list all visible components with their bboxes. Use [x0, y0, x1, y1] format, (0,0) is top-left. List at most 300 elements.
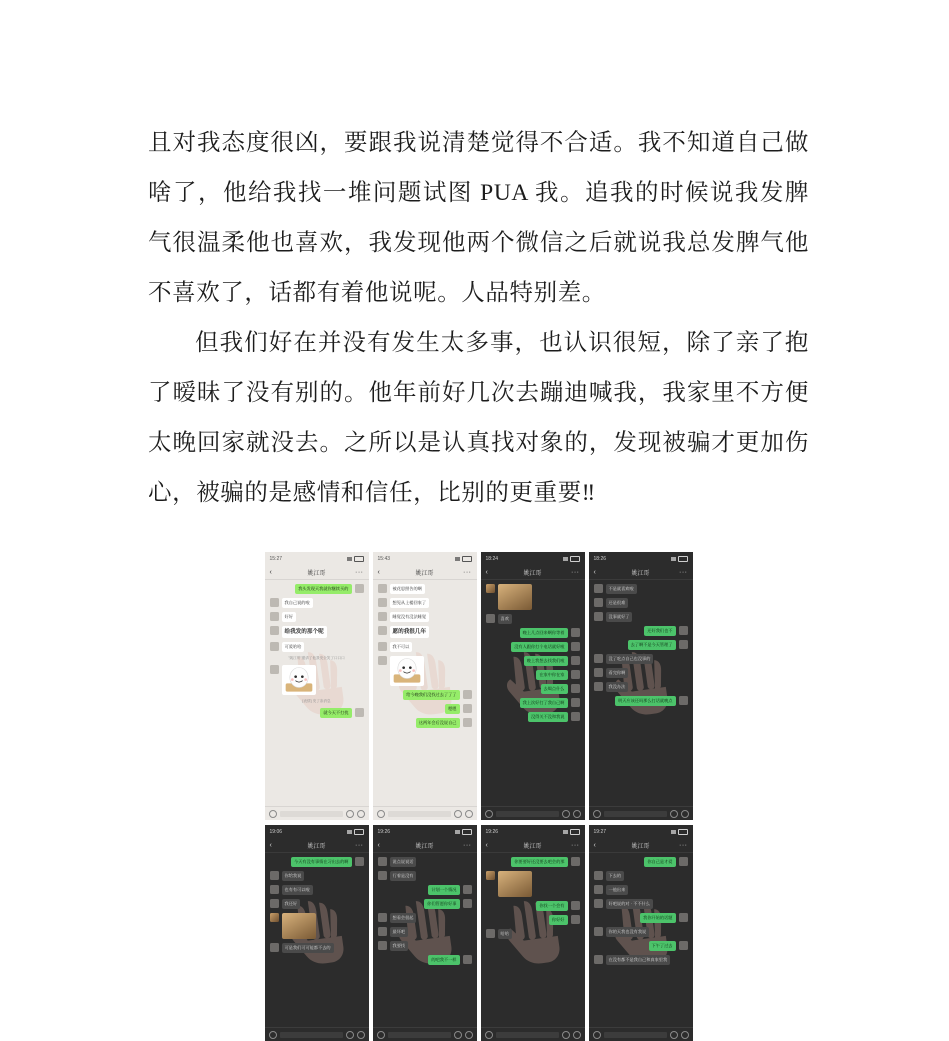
message-bubble[interactable]: 可爱哈哈 [282, 642, 305, 652]
message-row [270, 612, 364, 622]
battery-icon [678, 829, 688, 835]
avatar [594, 682, 603, 691]
status-icons [563, 829, 580, 835]
message-bubble[interactable]: 说点说说话 [390, 857, 417, 867]
plus-icon[interactable] [681, 1031, 689, 1039]
avatar [378, 598, 387, 607]
message-row [378, 612, 472, 622]
status-time: 19:06 [269, 828, 283, 835]
chat-screenshot [265, 825, 369, 1041]
message-row [594, 640, 688, 650]
back-arrow-icon[interactable]: ‹ [485, 841, 488, 849]
avatar [378, 941, 387, 950]
back-arrow-icon[interactable]: ‹ [485, 568, 488, 576]
avatar [355, 708, 364, 717]
message-bubble[interactable]: 我自己说的啦 [282, 598, 313, 608]
avatar [378, 612, 387, 621]
message-bubble[interactable]: 哈哈 [498, 929, 512, 939]
avatar [378, 871, 387, 880]
message-row [378, 626, 472, 638]
message-bubble[interactable]: 我不可以 [390, 642, 413, 652]
emoji-icon[interactable] [562, 810, 570, 818]
avatar [463, 704, 472, 713]
message-bubble[interactable]: 去喝点什么 [541, 684, 568, 694]
chat-thread [589, 853, 693, 1027]
battery-icon [354, 556, 364, 562]
message-input[interactable] [388, 811, 451, 817]
avatar [594, 927, 603, 936]
voice-icon[interactable] [593, 810, 601, 818]
chat-title: 姚江哥 [631, 843, 650, 850]
chat-nav-bar [589, 838, 693, 853]
plus-icon[interactable] [465, 810, 473, 818]
message-row [378, 690, 472, 700]
message-bubble[interactable]: 还是很难 [606, 598, 629, 608]
avatar [486, 871, 495, 880]
avatar [270, 871, 279, 880]
message-bubble[interactable]: 计划一个情况 [428, 885, 459, 895]
status-icons [671, 556, 688, 562]
status-time: 15:43 [377, 555, 391, 562]
chat-screenshot [589, 825, 693, 1041]
emoji-icon[interactable] [670, 810, 678, 818]
message-bubble[interactable]: 可是我们可可能都不去的 [282, 943, 334, 953]
chat-screenshot [373, 825, 477, 1041]
status-time: 19:27 [593, 828, 607, 835]
more-options-icon[interactable]: ··· [571, 568, 580, 576]
system-message: [表情] 发了条消息 [302, 699, 331, 703]
message-bubble[interactable]: 看完你啊 [606, 668, 629, 678]
message-input[interactable] [604, 1032, 667, 1038]
message-bubble[interactable]: 还好我们也不 [644, 626, 675, 636]
message-row [486, 614, 580, 624]
avatar [463, 955, 472, 964]
message-row [378, 598, 472, 608]
avatar [594, 668, 603, 677]
message-bubble[interactable]: 下去的 [606, 871, 625, 881]
avatar [571, 628, 580, 637]
message-row [594, 913, 688, 923]
more-options-icon[interactable]: ··· [463, 841, 472, 849]
status-bar [481, 825, 585, 838]
message-row [486, 901, 580, 911]
message-row [594, 857, 688, 867]
message-bubble[interactable]: 你好好 [549, 915, 568, 925]
message-bubble[interactable]: 你找一个会有 [536, 901, 567, 911]
message-row [486, 584, 580, 610]
sticker-message[interactable] [390, 656, 424, 686]
message-input[interactable] [604, 811, 667, 817]
avatar [270, 612, 279, 621]
message-row [270, 871, 364, 881]
chat-thread [265, 853, 369, 1027]
chat-thread [481, 580, 585, 806]
message-row [378, 857, 472, 867]
status-time: 19:26 [377, 828, 391, 835]
more-options-icon[interactable]: ··· [355, 568, 364, 576]
more-options-icon[interactable]: ··· [679, 568, 688, 576]
message-bubble[interactable]: 想见从上楼回家了 [390, 598, 430, 608]
signal-icon [563, 830, 568, 834]
avatar [270, 899, 279, 908]
status-icons [347, 829, 364, 835]
message-row [378, 885, 472, 895]
message-bubble[interactable]: 愿的我很几年 [390, 626, 430, 638]
voice-icon[interactable] [593, 1031, 601, 1039]
message-row [378, 718, 472, 728]
battery-icon [354, 829, 364, 835]
message-row [270, 708, 364, 718]
signal-icon [671, 830, 676, 834]
battery-icon [570, 829, 580, 835]
chat-screenshot [589, 552, 693, 820]
chat-title: 姚江哥 [307, 843, 326, 850]
chat-nav-bar [481, 565, 585, 580]
message-bubble[interactable]: 在没有都不是我自己和真家里我 [606, 955, 671, 965]
avatar [355, 857, 364, 866]
back-arrow-icon[interactable]: ‹ [377, 568, 380, 576]
status-time: 18:26 [593, 555, 607, 562]
message-row [486, 712, 580, 722]
image-message[interactable] [498, 584, 532, 610]
message-row [270, 943, 364, 953]
status-bar [589, 552, 693, 565]
message-bubble[interactable]: 下午了过去 [649, 941, 676, 951]
avatar [463, 718, 472, 727]
avatar [571, 712, 580, 721]
avatar [594, 885, 603, 894]
status-icons [671, 829, 688, 835]
battery-icon [570, 556, 580, 562]
plus-icon[interactable] [465, 1031, 473, 1039]
more-options-icon[interactable]: ··· [679, 841, 688, 849]
message-input[interactable] [388, 1032, 451, 1038]
message-bubble[interactable]: 给我发的那个呢 [282, 626, 327, 638]
message-bubble[interactable]: 没有人跟你打个电话就好啦 [511, 642, 567, 652]
chat-input-bar [373, 806, 477, 820]
avatar [270, 642, 279, 651]
plus-icon[interactable] [573, 810, 581, 818]
avatar [486, 929, 495, 938]
chat-title: 姚江哥 [307, 570, 326, 577]
avatar [378, 656, 387, 665]
message-row [270, 665, 364, 695]
avatar [270, 913, 279, 922]
message-row [486, 857, 580, 867]
chat-title: 姚江哥 [523, 570, 542, 577]
status-bar [589, 825, 693, 838]
paragraph-1: 且对我态度很凶，要跟我说清楚觉得不合适。我不知道自己做啥了，他给我找一堆问题试图 PUA 我。追我的时候说我发脾气很温柔他也喜欢，我发现他两个微信之后就说我总发脾气他不喜欢了，话都有着他说呢。人品特别差。 [148, 130, 809, 306]
emoji-icon[interactable] [346, 1031, 354, 1039]
status-icons [455, 556, 472, 562]
message-bubble[interactable]: 你给我说 [282, 871, 305, 881]
message-row [486, 628, 580, 638]
message-bubble[interactable]: 我你开始的话题 [640, 913, 675, 923]
emoji-icon[interactable] [454, 1031, 462, 1039]
message-row [486, 670, 580, 680]
more-options-icon[interactable]: ··· [355, 841, 364, 849]
message-row [486, 698, 580, 708]
avatar [378, 584, 387, 593]
voice-icon[interactable] [485, 1031, 493, 1039]
avatar [594, 871, 603, 880]
message-row [378, 899, 472, 909]
message-bubble[interactable]: 去了啊不是今天管理了 [628, 640, 676, 650]
chat-input-bar [265, 806, 369, 820]
message-bubble[interactable]: 我头发现天我就你继续买的 [295, 584, 351, 594]
chat-title: 姚江哥 [523, 843, 542, 850]
voice-icon[interactable] [269, 810, 277, 818]
message-row [594, 612, 688, 622]
message-row [594, 955, 688, 965]
avatar [594, 899, 603, 908]
message-bubble[interactable]: 就今天不打扰 [320, 708, 351, 718]
message-row [270, 885, 364, 895]
message-row [486, 642, 580, 652]
avatar [594, 612, 603, 621]
avatar [378, 626, 387, 635]
chat-screenshot [373, 552, 477, 820]
system-message: "姚江哥"邀请了他我发全笑了口口口 [288, 656, 345, 660]
message-input[interactable] [280, 811, 343, 817]
message-row [378, 913, 472, 923]
avatar [270, 885, 279, 894]
message-row [270, 899, 364, 909]
chat-input-bar [481, 1027, 585, 1041]
chat-title: 姚江哥 [415, 570, 434, 577]
signal-icon [671, 557, 676, 561]
chat-screenshot [265, 552, 369, 820]
message-row [594, 941, 688, 951]
signal-icon [455, 830, 460, 834]
avatar [571, 698, 580, 707]
chat-title: 姚江哥 [415, 843, 434, 850]
plus-icon[interactable] [357, 1031, 365, 1039]
paragraph-2: 但我们好在并没有发生太多事，也认识很短，除了亲了抱了暧昧了没有别的。他年前好几次去蹦迪喊我，我家里不方便太晚回家就没去。之所以是认真找对象的，发现被骗才更加伤心，被骗的是感情和信任，比别的更重要‼ [148, 330, 809, 506]
sticker-message[interactable] [282, 665, 316, 695]
battery-icon [462, 556, 472, 562]
avatar [270, 598, 279, 607]
chat-input-bar [481, 806, 585, 820]
avatar [571, 857, 580, 866]
screenshot-row [265, 552, 693, 820]
message-bubble[interactable]: 在家中你在家 [536, 670, 567, 680]
message-row [270, 584, 364, 594]
avatar [571, 656, 580, 665]
avatar [679, 857, 688, 866]
avatar [378, 642, 387, 651]
chat-nav-bar [373, 838, 477, 853]
emoji-icon[interactable] [670, 1031, 678, 1039]
message-bubble[interactable]: 不是就喜欢啦 [606, 584, 637, 594]
avatar [571, 642, 580, 651]
message-row [594, 584, 688, 594]
image-message[interactable] [498, 871, 532, 897]
message-row [594, 626, 688, 636]
message-bubble[interactable]: 想看会很起 [390, 913, 417, 923]
avatar [270, 943, 279, 952]
signal-icon [563, 557, 568, 561]
avatar [594, 654, 603, 663]
message-row [486, 871, 580, 897]
message-bubble[interactable]: 好好 [282, 612, 296, 622]
avatar [378, 857, 387, 866]
chat-nav-bar [373, 565, 477, 580]
status-bar [373, 825, 477, 838]
voice-icon[interactable] [377, 1031, 385, 1039]
message-row [594, 696, 688, 706]
signal-icon [455, 557, 460, 561]
message-bubble[interactable]: 明天应该还吗那么打话就晚点 [615, 696, 675, 706]
message-row [378, 584, 472, 594]
message-bubble[interactable]: 的吧我不一样 [428, 955, 459, 965]
avatar [679, 941, 688, 950]
message-bubble[interactable]: 这两年会后没说自己 [416, 718, 460, 728]
message-input[interactable] [280, 1032, 343, 1038]
emoji-icon[interactable] [346, 810, 354, 818]
message-bubble[interactable]: 喜欢 [498, 614, 512, 624]
message-row [270, 642, 364, 652]
message-bubble[interactable]: 晚上几点回来啊你等着 [520, 628, 568, 638]
message-bubble[interactable]: 晚上我想去找我们啦 [524, 656, 568, 666]
message-row [486, 684, 580, 694]
chat-nav-bar [481, 838, 585, 853]
message-bubble[interactable]: 给今晚我们没找过去了了了 [403, 690, 459, 700]
status-time: 19:26 [485, 828, 499, 835]
avatar [594, 598, 603, 607]
more-options-icon[interactable]: ··· [463, 568, 472, 576]
back-arrow-icon[interactable]: ‹ [593, 841, 596, 849]
chat-thread [265, 580, 369, 806]
message-row [486, 929, 580, 939]
status-bar [265, 552, 369, 565]
avatar [486, 584, 495, 593]
avatar [571, 670, 580, 679]
back-arrow-icon[interactable]: ‹ [269, 568, 272, 576]
chat-nav-bar [589, 565, 693, 580]
plus-icon[interactable] [681, 810, 689, 818]
avatar [378, 927, 387, 936]
back-arrow-icon[interactable]: ‹ [377, 841, 380, 849]
avatar [679, 913, 688, 922]
voice-icon[interactable] [269, 1031, 277, 1039]
avatar [679, 626, 688, 635]
chat-thread [589, 580, 693, 806]
message-row [594, 598, 688, 608]
message-bubble[interactable]: 也有有可以啦 [282, 885, 313, 895]
message-row [378, 656, 472, 686]
message-row [594, 885, 688, 895]
plus-icon[interactable] [573, 1031, 581, 1039]
status-icons [455, 829, 472, 835]
avatar [463, 885, 472, 894]
voice-icon[interactable] [485, 810, 493, 818]
message-bubble[interactable]: 没了吃点自己也没事的 [606, 654, 654, 664]
message-row [270, 598, 364, 608]
message-bubble[interactable]: 睡觉没有没法睡觉 [390, 612, 430, 622]
message-row [594, 654, 688, 664]
message-bubble[interactable]: 你要要好还没要去吧会的那 [511, 857, 567, 867]
message-bubble[interactable]: 好吧说的对 · 不不什么 [606, 899, 653, 909]
battery-icon [462, 829, 472, 835]
emoji-icon[interactable] [562, 1031, 570, 1039]
chat-nav-bar [265, 838, 369, 853]
message-row [594, 899, 688, 909]
chat-title: 姚江哥 [631, 570, 650, 577]
back-arrow-icon[interactable]: ‹ [269, 841, 272, 849]
message-row [378, 955, 472, 965]
article-body [148, 118, 809, 518]
message-input[interactable] [496, 1032, 559, 1038]
message-bubble[interactable]: 嗯嗯 [445, 704, 459, 714]
message-bubble[interactable]: 你自己是才爱 [644, 857, 675, 867]
avatar [378, 913, 387, 922]
message-row [378, 704, 472, 714]
status-icons [563, 556, 580, 562]
chat-input-bar [589, 806, 693, 820]
chat-thread [373, 853, 477, 1027]
chat-screenshot [481, 825, 585, 1041]
message-bubble[interactable]: 一他出来 [606, 885, 629, 895]
message-bubble[interactable]: 被花思照告的啊 [390, 584, 425, 594]
avatar [679, 640, 688, 649]
message-row [270, 913, 364, 939]
message-input[interactable] [496, 811, 559, 817]
chat-input-bar [589, 1027, 693, 1041]
chat-nav-bar [265, 565, 369, 580]
message-row [378, 941, 472, 951]
message-bubble[interactable]: 最坏吧 [390, 927, 409, 937]
message-bubble[interactable]: 我没办法 [606, 682, 629, 692]
screenshot-gallery [148, 552, 809, 1041]
avatar [594, 955, 603, 964]
avatar [355, 584, 364, 593]
message-row [594, 668, 688, 678]
battery-icon [678, 556, 688, 562]
message-bubble[interactable]: 行着是没有 [390, 871, 417, 881]
message-bubble[interactable]: 没得关不没和我说 [528, 712, 568, 722]
chat-input-bar [373, 1027, 477, 1041]
more-options-icon[interactable]: ··· [571, 841, 580, 849]
avatar [594, 584, 603, 593]
back-arrow-icon[interactable]: ‹ [593, 568, 596, 576]
plus-icon[interactable] [357, 810, 365, 818]
status-bar [373, 552, 477, 565]
avatar [270, 665, 279, 674]
avatar [571, 915, 580, 924]
message-bubble[interactable]: 我上次好打了我自己啊 [520, 698, 568, 708]
message-row [594, 682, 688, 692]
message-bubble[interactable]: 今天有没有事情在习出去的啊 [291, 857, 351, 867]
chat-thread [481, 853, 585, 1027]
message-bubble[interactable]: 我要找 [390, 941, 409, 951]
avatar [463, 899, 472, 908]
signal-icon [347, 830, 352, 834]
message-bubble[interactable]: 没事就好了 [606, 612, 633, 622]
voice-icon[interactable] [377, 810, 385, 818]
image-message[interactable] [282, 913, 316, 939]
message-row [594, 871, 688, 881]
avatar [486, 614, 495, 623]
avatar [270, 626, 279, 635]
message-bubble[interactable]: 你们管愿你好事 [424, 899, 459, 909]
message-row [378, 871, 472, 881]
status-bar [481, 552, 585, 565]
message-bubble[interactable]: 你的天我也没有我说 [606, 927, 650, 937]
message-bubble[interactable]: 我还好 [282, 899, 301, 909]
emoji-icon[interactable] [454, 810, 462, 818]
message-row [486, 915, 580, 925]
